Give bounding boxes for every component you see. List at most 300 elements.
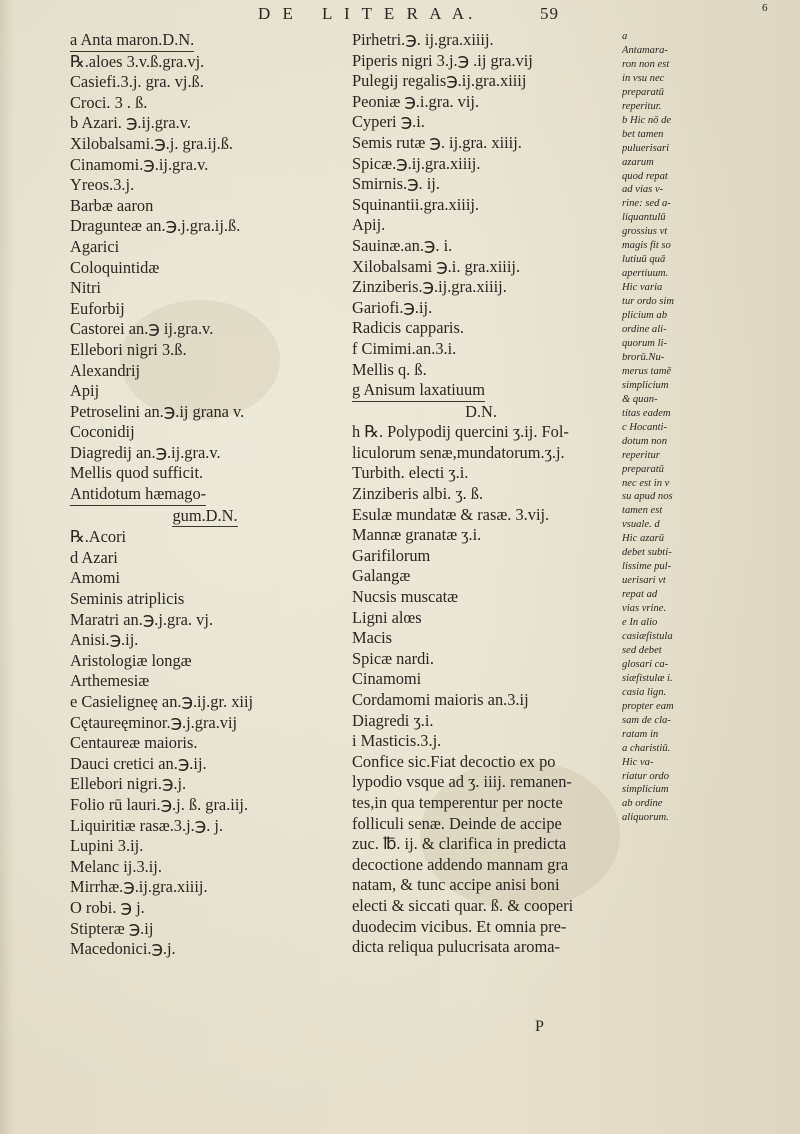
running-header [0,4,800,28]
text-line [622,435,742,449]
line-text: sed debet [622,644,662,656]
left-column [70,30,340,960]
line-text: Spicæ.℈.ij.gra.xiiij. [352,153,481,173]
line-text: Ligni alœs [352,607,422,627]
text-line [622,170,742,184]
line-text: vias vrine. [622,603,667,615]
text-line [622,365,742,379]
line-text: Hic azarū [622,533,665,545]
line-text: propter eam [622,700,674,712]
line-text: magis fit so [622,240,671,252]
text-line [352,793,610,814]
line-text: riatur ordo [622,770,669,782]
line-text: D.N. [465,401,497,421]
text-line [70,402,340,423]
line-text: gum.D.N. [172,506,237,528]
line-text: su apud nos [622,491,673,503]
text-line [622,407,742,421]
text-line [622,351,742,365]
text-line [622,700,742,714]
line-text: Zinziberis albi. ʒ. ß. [352,484,484,504]
line-text: reperitur [622,449,660,461]
line-text: Lupini 3.ij. [70,836,144,856]
text-line [352,380,610,402]
line-text: tes,in qua temperentur per nocte [352,792,563,812]
text-line [622,211,742,225]
line-text: in vsu nec [622,72,665,84]
text-line [70,175,340,196]
text-line [70,72,340,93]
text-line [622,225,742,239]
text-line [352,277,610,298]
line-text: b Azari. ℈.ij.gra.v. [70,113,191,133]
line-text: Semis rutæ ℈. ij.gra. xiiij. [352,132,522,152]
line-text: Apij [70,381,100,401]
line-text: a charistiū. [622,742,671,754]
text-line [622,72,742,86]
line-text: Nucsis muscatæ [352,587,459,607]
line-text: Croci. 3 . ß. [70,92,148,112]
text-line [622,728,742,742]
text-line [70,278,340,299]
text-line [352,711,610,732]
line-text: Smirnis.℈. ij. [352,174,440,194]
line-text: a [622,31,628,42]
text-line [622,811,742,825]
text-line [352,875,610,896]
text-line [70,443,340,464]
text-line [70,196,340,217]
line-text: Amomi [70,568,121,588]
text-line [70,381,340,402]
line-text: quod repat [622,170,668,182]
line-text: glosari ca- [622,658,669,670]
text-line [622,253,742,267]
line-text: Mirrhæ.℈.ij.gra.xiiij. [70,877,208,897]
text-line [70,463,340,484]
text-line [70,610,340,631]
line-text: Antamara- [622,44,668,56]
text-line [622,421,742,435]
text-line [622,156,742,170]
text-line [70,258,340,279]
line-text: Zinziberis.℈.ij.gra.xiiij. [352,277,507,297]
line-text: c Hocanti- [622,421,668,433]
line-text: dicta reliqua pulucrisata aroma- [352,937,560,957]
text-line [352,443,610,464]
signature-mark: 6 [762,2,768,14]
line-text: Coloquintidæ [70,257,160,277]
line-text: debet subti- [622,547,672,559]
text-line [352,92,610,113]
line-text: ab ordine [622,798,663,810]
line-text: tamen est [622,505,663,517]
text-line [70,134,340,155]
line-text: merus tamē [622,365,672,377]
text-line [70,216,340,237]
line-text: Liquiritiæ rasæ.3.j.℈. j. [70,815,224,835]
line-text: ratam in [622,728,659,740]
text-line [70,361,340,382]
margin-notes [622,30,742,825]
text-line [70,754,340,775]
text-line [352,546,610,567]
text-line [622,714,742,728]
line-text: Macis [352,628,393,648]
text-line [70,155,340,176]
line-text: Squinantii.gra.xiiij. [352,194,480,214]
line-text: Peoniæ ℈.i.gra. vij. [352,91,480,111]
line-text: repat ad [622,589,658,601]
line-text: b Hic nō de [622,114,672,126]
text-line [622,630,742,644]
text-line [622,686,742,700]
text-line [622,574,742,588]
line-text: preparatū [622,463,664,475]
text-line [70,898,340,919]
catchword: P [535,1018,544,1035]
line-text: Cyperi ℈.i. [352,112,425,132]
line-text: ℞.aloes 3.v.ß.gra.vj. [70,51,205,71]
text-line [622,770,742,784]
line-text: Turbith. electi ʒ.i. [352,463,469,483]
line-text: Macedonici.℈.j. [70,939,176,959]
text-line [70,857,340,878]
line-text: duodecim vicibus. Et omnia pre- [352,916,567,936]
line-text: tur ordo sim [622,296,674,308]
line-text: Gariofi.℈.ij. [352,297,433,317]
line-text: ad vias v- [622,184,664,196]
text-line [70,299,340,320]
line-text: vsuale. d [622,519,660,531]
line-text: Confice sic.Fiat decoctio ex po [352,751,556,771]
page-number: 59 [540,4,559,23]
text-line [70,589,340,610]
line-text: f Cimimi.an.3.i. [352,338,457,358]
text-line [622,114,742,128]
line-text: liculorum senæ,mundatorum.ʒ.j. [352,442,565,462]
text-line [70,733,340,754]
line-text: i Masticis.3.j. [352,731,442,751]
line-text: Radicis capparis. [352,318,464,338]
line-text: Seminis atriplicis [70,589,185,609]
line-text: Arthemesiæ [70,671,150,691]
text-line [70,919,340,940]
line-text: Ellebori nigri.℈.j. [70,774,187,794]
line-text: e Casieligneę an.℈.ij.gr. xiij [70,692,254,711]
text-line [352,772,610,793]
header-title: L I T E R A A. [322,4,477,23]
text-line [622,644,742,658]
line-text: Xilobalsami.℈.j. gra.ij.ß. [70,133,234,153]
text-line [352,752,610,773]
text-line [70,548,340,569]
line-text: Euforbij [70,298,125,318]
line-text: Mellis q. ß. [352,359,427,379]
line-text: Diagredi ʒ.i. [352,710,434,730]
text-line [622,658,742,672]
text-line [70,484,340,506]
text-line [622,602,742,616]
text-line [352,154,610,175]
text-line [352,30,610,51]
line-text: casia lign. [622,686,667,698]
text-line [352,236,610,257]
text-line [352,525,610,546]
text-line [70,774,340,795]
line-text: Coconidij [70,422,135,442]
text-line [352,814,610,835]
text-line [622,588,742,602]
line-text: simplicium [622,379,669,391]
text-line [70,30,340,52]
line-text: Cordamomi maioris an.3.ij [352,690,529,709]
text-line [352,896,610,917]
text-line [352,669,610,690]
text-line [70,52,340,73]
text-line [622,783,742,797]
text-line [70,568,340,589]
text-line [70,671,340,692]
line-text: liquantulū [622,212,666,224]
text-line [622,183,742,197]
line-text: Dauci cretici an.℈.ij. [70,753,207,773]
text-line [622,477,742,491]
line-text: Casiefi.3.j. gra. vj.ß. [70,72,204,92]
text-line [622,323,742,337]
line-text: O robi. ℈ j. [70,897,145,917]
text-line [622,546,742,560]
line-text: Maratri an.℈.j.gra. vj. [70,609,213,629]
text-line [622,58,742,72]
text-line [70,816,340,837]
line-text: aliquorum. [622,812,669,824]
text-line [352,917,610,938]
text-line [622,281,742,295]
text-line [622,518,742,532]
text-line [70,527,340,548]
text-line [622,100,742,114]
line-text: Aristologiæ longæ [70,650,192,670]
line-text: ℞.Acori [70,527,127,547]
line-text: Ellebori nigri 3.ß. [70,339,187,359]
text-line [622,379,742,393]
text-line [622,267,742,281]
text-line [352,298,610,319]
line-text: Cętaureęminor.℈.j.gra.vij [70,712,238,732]
text-line [352,360,610,381]
line-text: Centaureæ maioris. [70,733,198,753]
text-line [622,309,742,323]
text-line [622,295,742,309]
line-text: lutiuū quā [622,254,666,266]
line-text: Alexandrij [70,360,141,380]
line-text: azarum [622,156,654,168]
text-line [352,505,610,526]
line-text: Pulegij regalis℈.ij.gra.xiiij [352,71,527,91]
text-line [352,71,610,92]
text-line [622,128,742,142]
text-line [622,393,742,407]
text-line [622,197,742,211]
line-text: Diagredij an.℈.ij.gra.v. [70,442,221,462]
line-text: Xilobalsami ℈.i. gra.xiiij. [352,256,521,276]
text-line [70,422,340,443]
text-line [622,560,742,574]
line-text: sam de cla- [622,714,671,726]
line-text: Yreos.3.j. [70,175,135,195]
text-line [352,484,610,505]
text-line [622,742,742,756]
line-text: Anisi.℈.ij. [70,630,139,650]
text-line [352,855,610,876]
text-line [70,113,340,134]
line-text: Galangæ [352,566,411,586]
text-line [352,318,610,339]
text-line [352,463,610,484]
line-text: Esulæ mundatæ & rasæ. 3.vij. [352,504,550,524]
text-line [70,795,340,816]
line-text: & quan- [622,393,658,405]
line-text: folliculi senæ. Deinde de accipe [352,813,562,833]
line-text: Agarici [70,236,120,256]
line-text: Mannæ granatæ ʒ.i. [352,525,482,545]
text-line [352,731,610,752]
text-line [352,649,610,670]
line-text: Piperis nigri 3.j.℈ .ij gra.vij [352,50,533,70]
text-line [70,651,340,672]
text-line [352,628,610,649]
text-line [70,506,340,528]
text-line [352,608,610,629]
text-line [70,237,340,258]
text-line [70,877,340,898]
line-text: Nitri [70,278,101,298]
text-line [70,93,340,114]
text-line [70,319,340,340]
line-text: e In alio [622,617,658,629]
line-text: Petroselini an.℈.ij grana v. [70,401,245,421]
line-text: simplicium [622,784,669,796]
line-text: Cinamomi [352,669,422,689]
line-text: bet tamen [622,128,664,140]
line-text: apertiuum. [622,268,669,280]
line-text: titas eadem [622,407,671,419]
line-text: zuc. ℔. ij. & clarifica in predicta [352,834,567,854]
line-text: ordine ali- [622,324,667,336]
text-line [352,339,610,360]
text-line [70,939,340,960]
text-line [70,692,340,713]
text-line [622,239,742,253]
line-text: reperitur. [622,100,662,112]
text-line [622,504,742,518]
text-line [352,257,610,278]
line-text: nec est in v [622,477,670,489]
text-line [352,215,610,236]
line-text: Melanc ij.3.ij. [70,856,162,876]
line-text: Stipteræ ℈.ij [70,918,154,938]
text-line [352,566,610,587]
text-line [352,402,610,423]
line-text: Hic va- [622,756,654,768]
line-text: Folio rū lauri.℈.j. ß. gra.iij. [70,794,249,814]
line-text: Hic varia [622,282,663,294]
text-line [70,340,340,361]
line-text: lissime pul- [622,561,672,573]
line-text: uerisari vt [622,575,666,587]
line-text: Apij. [352,215,386,235]
line-text: decoctione addendo mannam gra [352,854,569,874]
line-text: dotum non [622,435,668,447]
line-text: Spicæ nardi. [352,648,434,668]
text-line [70,713,340,734]
line-text: brorū.Nu- [622,351,665,363]
text-line [622,44,742,58]
line-text: Antidotum hæmago- [70,484,206,506]
line-text: siæfistulæ i. [622,672,673,684]
text-line [352,112,610,133]
line-text: natam, & tunc accipe anisi boni [352,875,560,895]
line-text: Dragunteæ an.℈.j.gra.ij.ß. [70,216,241,236]
line-text: Castorei an.℈ ij.gra.v. [70,319,214,339]
text-line [622,30,742,44]
line-text: puluerisari [622,142,670,154]
line-text: Cinamomi.℈.ij.gra.v. [70,154,209,174]
text-line [622,672,742,686]
line-text: electi & siccati quar. ß. & cooperi [352,895,574,915]
text-line [70,630,340,651]
text-line [622,463,742,477]
text-line [352,937,610,958]
header-left: D E [258,4,297,23]
line-text: Pirhetri.℈. ij.gra.xiiij. [352,30,494,49]
line-text: Barbæ aaron [70,195,154,215]
line-text: plicium ab [622,310,668,322]
text-line [622,337,742,351]
text-line [352,51,610,72]
line-text: lypodio vsque ad ʒ. iiij. remanen- [352,772,572,792]
text-line [622,616,742,630]
line-text: a Anta maron.D.N. [70,30,194,52]
text-line [352,133,610,154]
line-text: grossius vt [622,226,668,238]
line-text: quorum li- [622,337,668,349]
text-line [622,142,742,156]
line-text: Mellis quod sufficit. [70,463,204,483]
text-line [352,422,610,443]
text-line [352,690,610,711]
line-text: d Azari [70,547,118,567]
line-text: Garifilorum [352,545,431,565]
line-text: h ℞. Polypodij quercini ʒ.ij. Fol- [352,422,569,442]
text-line [352,587,610,608]
text-line [622,86,742,100]
text-line [622,756,742,770]
line-text: g Anisum laxatiuum [352,380,485,402]
text-line [70,836,340,857]
text-line [352,195,610,216]
line-text: rine: sed a- [622,198,671,210]
text-line [352,834,610,855]
text-line [352,174,610,195]
line-text: ron non est [622,58,670,70]
line-text: Sauinæ.an.℈. i. [352,235,453,255]
line-text: preparatū [622,86,664,98]
text-line [622,449,742,463]
text-line [622,532,742,546]
text-line [622,490,742,504]
